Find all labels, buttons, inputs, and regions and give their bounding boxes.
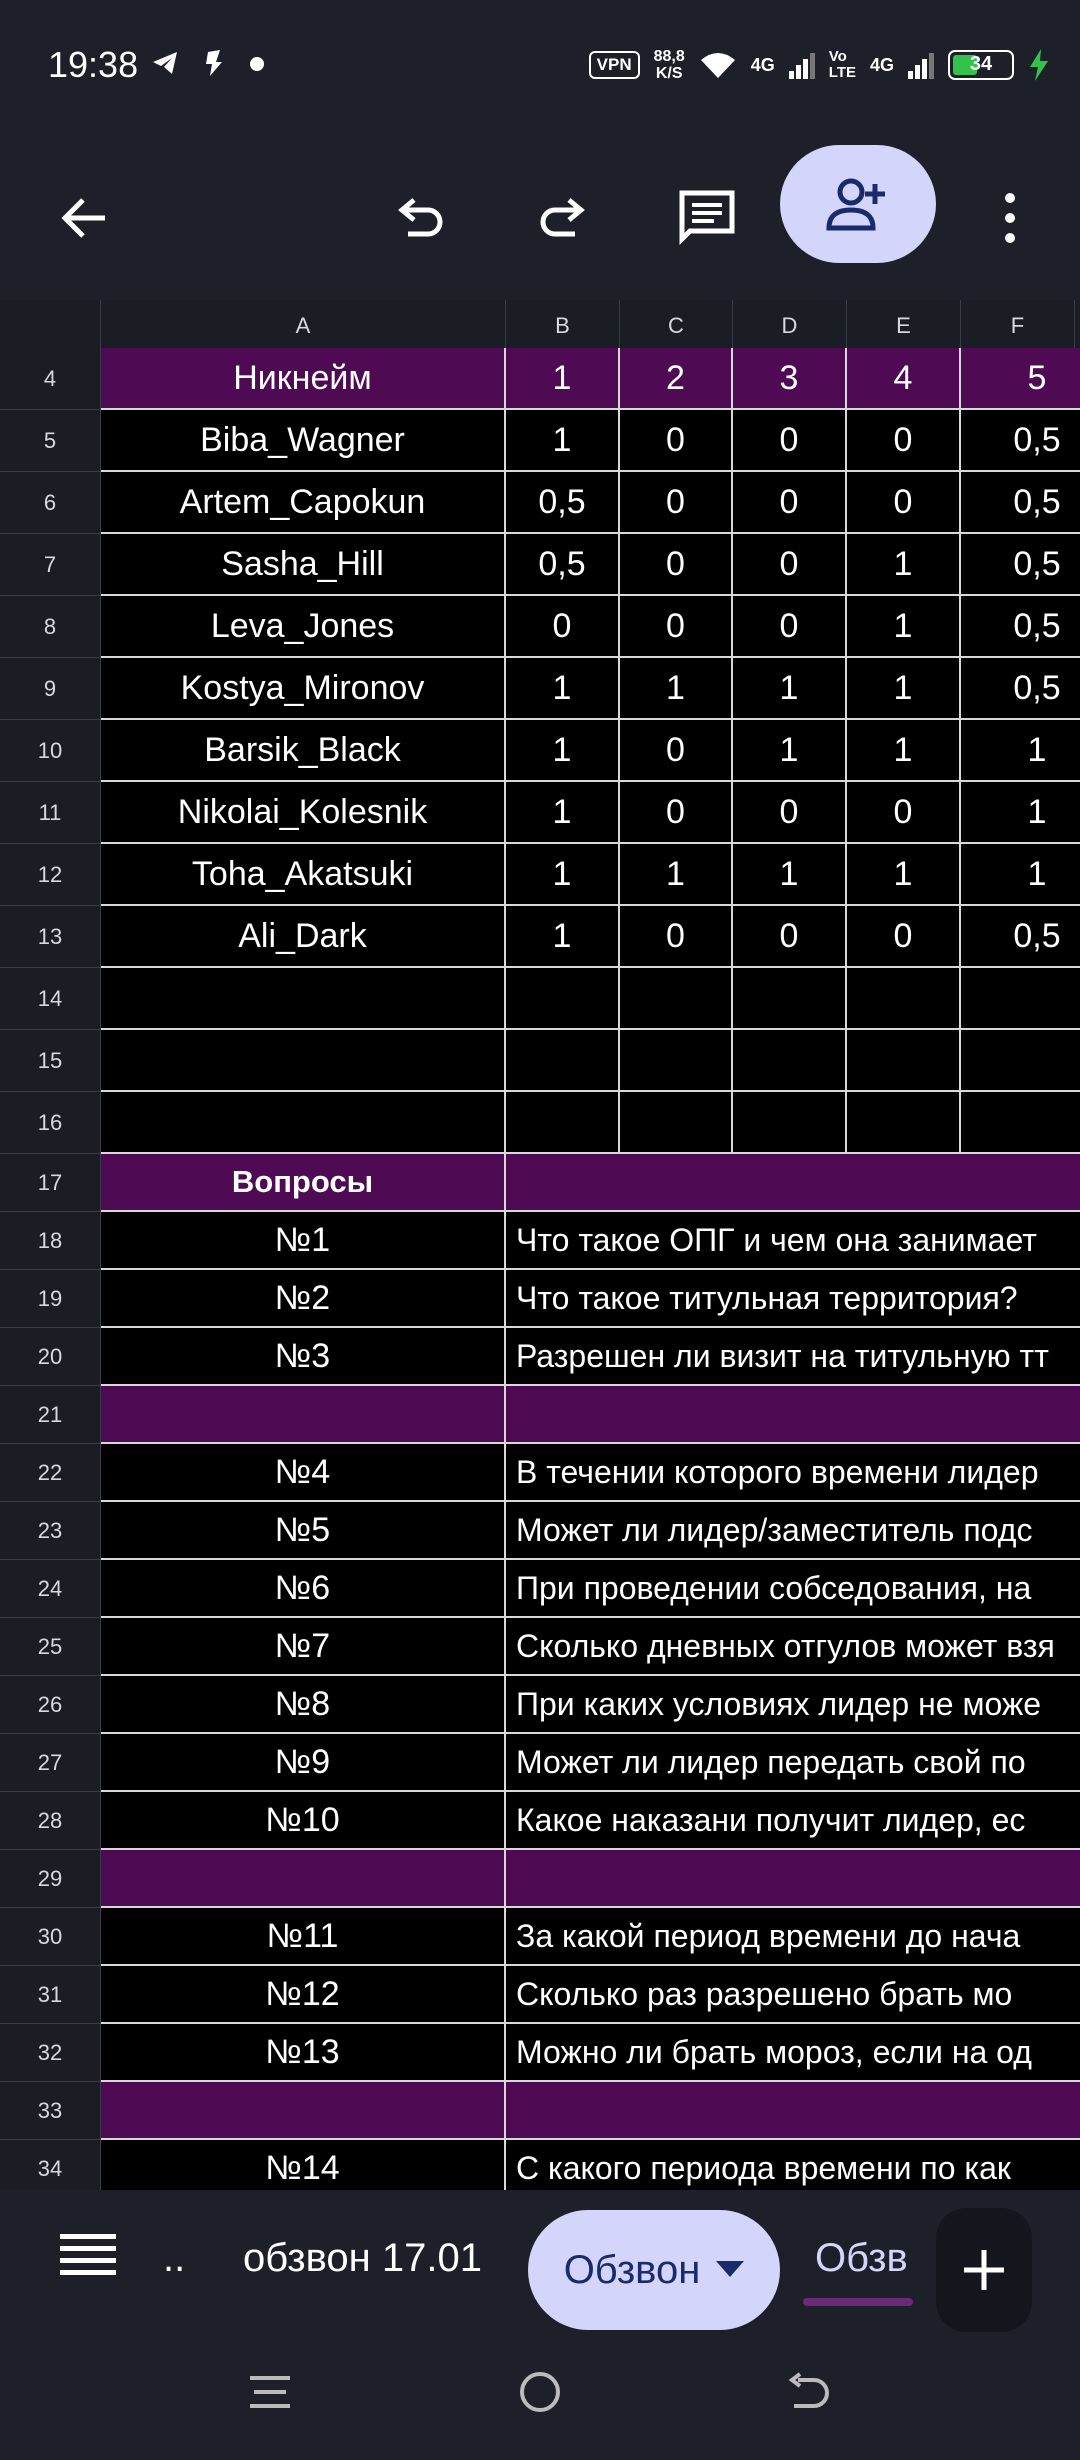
question-number[interactable]: №3 [101, 1328, 506, 1386]
cell-empty[interactable] [733, 1092, 847, 1154]
cell-score[interactable]: 0 [733, 782, 847, 844]
question-text[interactable]: Что такое титульная территория? [506, 1270, 1080, 1328]
question-text[interactable]: При каких условиях лидер не може [506, 1676, 1080, 1734]
question-text[interactable]: При проведении собседования, на [506, 1560, 1080, 1618]
question-text[interactable]: В течении которого времени лидер [506, 1444, 1080, 1502]
home-button[interactable] [518, 2370, 562, 2419]
cell-empty[interactable] [961, 1030, 1080, 1092]
cell-score[interactable]: 0 [620, 782, 733, 844]
row-header-18[interactable]: 18 [0, 1212, 101, 1270]
signal-4g-label: 4G [750, 54, 775, 75]
row-header-8[interactable]: 8 [0, 596, 101, 658]
cell-empty[interactable] [847, 1030, 961, 1092]
cell-score[interactable]: 1 [506, 720, 620, 782]
question-number[interactable]: №5 [101, 1502, 506, 1560]
cell-score[interactable]: 0 [620, 906, 733, 968]
cell-score[interactable]: 1 [620, 844, 733, 906]
vpn-badge: VPN [589, 51, 640, 79]
add-sheet-button[interactable] [936, 2208, 1032, 2332]
row-header-11[interactable]: 11 [0, 782, 101, 844]
column-header-bar [0, 300, 1080, 353]
cell-nickname-header[interactable]: Никнейм [101, 348, 506, 410]
cell-score[interactable]: 0,5 [961, 658, 1080, 720]
cell-player-name[interactable]: Sasha_Hill [101, 534, 506, 596]
tab-obzvon-label: Обзвон [563, 2247, 701, 2292]
cell-player-name[interactable]: Nikolai_Kolesnik [101, 782, 506, 844]
cell-empty[interactable] [961, 968, 1080, 1030]
tabs-overflow[interactable]: .. [163, 2236, 186, 2280]
cell-score[interactable]: 0 [620, 472, 733, 534]
cell-score[interactable]: 1 [506, 410, 620, 472]
question-number[interactable]: №12 [101, 1966, 506, 2024]
question-text[interactable]: За какой период времени до нача [506, 1908, 1080, 1966]
sheet-tab-bar [0, 2190, 1080, 2340]
more-vert-icon [1002, 190, 1018, 246]
separator-row[interactable] [101, 2082, 506, 2140]
questions-header[interactable]: Вопросы [101, 1154, 506, 1212]
separator-row-fill[interactable] [506, 1386, 1080, 1444]
row-header-16[interactable]: 16 [0, 1092, 101, 1154]
questions-header-fill[interactable] [506, 1154, 1080, 1212]
add-person-icon [823, 174, 893, 234]
row-header-12[interactable]: 12 [0, 844, 101, 906]
row-header-4[interactable]: 4 [0, 348, 101, 410]
cell-score[interactable]: 0 [733, 534, 847, 596]
question-text[interactable]: Какое наказани получит лидер, ес [506, 1792, 1080, 1850]
cell-empty[interactable] [847, 968, 961, 1030]
select-all-corner[interactable] [0, 300, 101, 352]
net-speed: 88,8 K/S [653, 48, 685, 82]
cell-empty[interactable] [506, 1030, 620, 1092]
status-bar [0, 0, 1080, 135]
cell-score[interactable]: 1 [620, 658, 733, 720]
separator-row[interactable] [101, 1850, 506, 1908]
question-number[interactable]: №4 [101, 1444, 506, 1502]
cell-score[interactable]: 1 [847, 720, 961, 782]
sheets-list-button[interactable] [60, 2230, 116, 2287]
row-header-10[interactable]: 10 [0, 720, 101, 782]
back-button[interactable] [40, 135, 130, 300]
question-text[interactable]: Может ли лидер передать свой по [506, 1734, 1080, 1792]
wifi-icon [699, 50, 737, 80]
cell-empty[interactable] [620, 1092, 733, 1154]
row-header-23[interactable]: 23 [0, 1502, 101, 1560]
row-header-22[interactable]: 22 [0, 1444, 101, 1502]
cell-score[interactable]: 1 [733, 720, 847, 782]
cell-score[interactable]: 0,5 [961, 534, 1080, 596]
nav-back-button[interactable] [786, 2370, 830, 2419]
app-notification-icon [202, 48, 226, 78]
cell-player-name[interactable]: Biba_Wagner [101, 410, 506, 472]
row-header-9[interactable]: 9 [0, 658, 101, 720]
question-text[interactable]: Можно ли брать мороз, если на од [506, 2024, 1080, 2082]
comment-button[interactable] [662, 135, 752, 300]
comment-icon [676, 187, 738, 249]
cell-score[interactable]: 0,5 [961, 410, 1080, 472]
cell-score[interactable]: 0 [733, 472, 847, 534]
cell-empty[interactable] [733, 968, 847, 1030]
cell-player-name[interactable]: Barsik_Black [101, 720, 506, 782]
question-number[interactable]: №14 [101, 2140, 506, 2190]
sheets-list-icon [60, 2230, 116, 2282]
row-header-34[interactable]: 34 [0, 2140, 101, 2190]
cell-empty[interactable] [961, 1092, 1080, 1154]
cell-score[interactable]: 1 [506, 844, 620, 906]
cell-empty[interactable] [101, 1030, 506, 1092]
home-icon [518, 2370, 562, 2414]
cell-player-name[interactable]: Ali_Dark [101, 906, 506, 968]
cell-empty[interactable] [506, 1092, 620, 1154]
cell-score[interactable]: 1 [961, 720, 1080, 782]
cell-score-header[interactable]: 2 [620, 348, 733, 410]
separator-row[interactable] [101, 1386, 506, 1444]
question-number[interactable]: №10 [101, 1792, 506, 1850]
battery-level: 34 [969, 53, 993, 75]
cell-player-name[interactable]: Kostya_Mironov [101, 658, 506, 720]
cell-score[interactable]: 0 [847, 410, 961, 472]
cell-score[interactable]: 0 [506, 596, 620, 658]
cell-player-name[interactable]: Artem_Capokun [101, 472, 506, 534]
tab-obzvon-1701[interactable]: обзвон 17.01 [243, 2236, 482, 2280]
cell-score[interactable]: 1 [847, 658, 961, 720]
share-button[interactable] [780, 145, 936, 263]
cell-empty[interactable] [620, 968, 733, 1030]
question-number[interactable]: №6 [101, 1560, 506, 1618]
cell-score[interactable]: 0 [733, 906, 847, 968]
row-header-30[interactable]: 30 [0, 1908, 101, 1966]
cell-score[interactable]: 1 [506, 782, 620, 844]
chevron-down-icon [716, 2261, 744, 2279]
battery-indicator [948, 50, 1014, 80]
cell-score[interactable]: 0,5 [506, 534, 620, 596]
question-number[interactable]: №9 [101, 1734, 506, 1792]
question-number[interactable]: №1 [101, 1212, 506, 1270]
cell-score[interactable]: 1 [506, 658, 620, 720]
question-text[interactable]: Сколько раз разрешено брать мо [506, 1966, 1080, 2024]
cell-score[interactable]: 1 [733, 844, 847, 906]
row-header-33[interactable]: 33 [0, 2082, 101, 2140]
cell-score[interactable]: 1 [961, 782, 1080, 844]
separator-row-fill[interactable] [506, 2082, 1080, 2140]
row-header-25[interactable]: 25 [0, 1618, 101, 1676]
tab-obzvon-next[interactable]: Обзв [815, 2236, 908, 2280]
row-header-7[interactable]: 7 [0, 534, 101, 596]
volte-label: Vo LTE [828, 48, 856, 81]
recents-icon [248, 2370, 292, 2414]
question-number[interactable]: №13 [101, 2024, 506, 2082]
row-header-5[interactable]: 5 [0, 410, 101, 472]
cell-score[interactable]: 0 [847, 472, 961, 534]
question-number[interactable]: №2 [101, 1270, 506, 1328]
column-header-a[interactable]: A [101, 300, 506, 352]
undo-button[interactable] [375, 135, 465, 300]
cell-score[interactable]: 0 [620, 410, 733, 472]
cell-empty[interactable] [101, 968, 506, 1030]
column-header-c[interactable]: C [620, 300, 733, 352]
cell-score[interactable]: 0,5 [961, 472, 1080, 534]
cell-player-name[interactable]: Toha_Akatsuki [101, 844, 506, 906]
cell-score-header[interactable]: 5 [961, 348, 1080, 410]
cell-empty[interactable] [620, 1030, 733, 1092]
cell-score[interactable]: 1 [847, 844, 961, 906]
row-header-6[interactable]: 6 [0, 472, 101, 534]
cell-score[interactable]: 0 [620, 596, 733, 658]
undo-icon [392, 190, 448, 246]
cell-score[interactable]: 1 [847, 596, 961, 658]
cell-empty[interactable] [506, 968, 620, 1030]
row-header-26[interactable]: 26 [0, 1676, 101, 1734]
cell-score[interactable]: 0 [620, 534, 733, 596]
tab-obzvon-active[interactable] [528, 2210, 780, 2330]
column-header-f[interactable]: F [961, 300, 1075, 352]
signal-bars-icon [789, 51, 815, 79]
question-text[interactable]: Разрешен ли визит на титульную тт [506, 1328, 1080, 1386]
system-nav-bar [0, 2340, 1080, 2460]
top-toolbar [0, 135, 1080, 300]
cell-score[interactable]: 1 [961, 844, 1080, 906]
tab-color-strip [803, 2298, 913, 2306]
separator-row-fill[interactable] [506, 1850, 1080, 1908]
row-header-14[interactable]: 14 [0, 968, 101, 1030]
row-header-13[interactable]: 13 [0, 906, 101, 968]
cell-score[interactable]: 0,5 [506, 472, 620, 534]
row-header-19[interactable]: 19 [0, 1270, 101, 1328]
cell-empty[interactable] [101, 1092, 506, 1154]
question-number[interactable]: №11 [101, 1908, 506, 1966]
question-text[interactable]: С какого периода времени по как [506, 2140, 1080, 2190]
cell-player-name[interactable]: Leva_Jones [101, 596, 506, 658]
row-header-29[interactable]: 29 [0, 1850, 101, 1908]
cell-empty[interactable] [733, 1030, 847, 1092]
cell-score[interactable]: 0 [620, 720, 733, 782]
cell-score[interactable]: 0 [847, 906, 961, 968]
cell-score[interactable]: 1 [506, 906, 620, 968]
nav-back-icon [786, 2370, 830, 2414]
cell-score[interactable]: 0 [733, 596, 847, 658]
cell-score-header[interactable]: 1 [506, 348, 620, 410]
cell-score[interactable]: 1 [733, 658, 847, 720]
row-header-20[interactable]: 20 [0, 1328, 101, 1386]
telegram-icon [150, 48, 180, 78]
redo-button[interactable] [518, 135, 608, 300]
question-text[interactable]: Может ли лидер/заместитель подс [506, 1502, 1080, 1560]
more-options-button[interactable] [980, 135, 1040, 300]
question-text[interactable]: Что такое ОПГ и чем она занимает [506, 1212, 1080, 1270]
row-header-17[interactable]: 17 [0, 1154, 101, 1212]
cell-score[interactable]: 0 [733, 410, 847, 472]
row-header-32[interactable]: 32 [0, 2024, 101, 2082]
spreadsheet-grid[interactable] [0, 300, 1080, 2190]
question-number[interactable]: №7 [101, 1618, 506, 1676]
signal-bars-icon-2 [908, 51, 934, 79]
row-header-15[interactable]: 15 [0, 1030, 101, 1092]
row-header-21[interactable]: 21 [0, 1386, 101, 1444]
cell-score[interactable]: 0,5 [961, 596, 1080, 658]
cell-score[interactable]: 0,5 [961, 906, 1080, 968]
redo-icon [535, 190, 591, 246]
signal-4g-label-2: 4G [869, 54, 894, 75]
cell-score[interactable]: 1 [847, 534, 961, 596]
cell-score[interactable]: 0 [847, 782, 961, 844]
arrow-left-icon [57, 190, 113, 246]
question-text[interactable]: Сколько дневных отгулов может взя [506, 1618, 1080, 1676]
row-header-31[interactable]: 31 [0, 1966, 101, 2024]
question-number[interactable]: №8 [101, 1676, 506, 1734]
cell-score-header[interactable]: 3 [733, 348, 847, 410]
column-header-d[interactable]: D [733, 300, 847, 352]
plus-icon [960, 2246, 1008, 2294]
sim-icon [248, 52, 266, 74]
charging-icon [1028, 49, 1050, 81]
cell-empty[interactable] [847, 1092, 961, 1154]
row-header-27[interactable]: 27 [0, 1734, 101, 1792]
column-header-e[interactable]: E [847, 300, 961, 352]
row-header-24[interactable]: 24 [0, 1560, 101, 1618]
status-time: 19:38 [48, 44, 139, 85]
recents-button[interactable] [248, 2370, 292, 2419]
row-header-28[interactable]: 28 [0, 1792, 101, 1850]
cell-score-header[interactable]: 4 [847, 348, 961, 410]
column-header-b[interactable]: B [506, 300, 620, 352]
